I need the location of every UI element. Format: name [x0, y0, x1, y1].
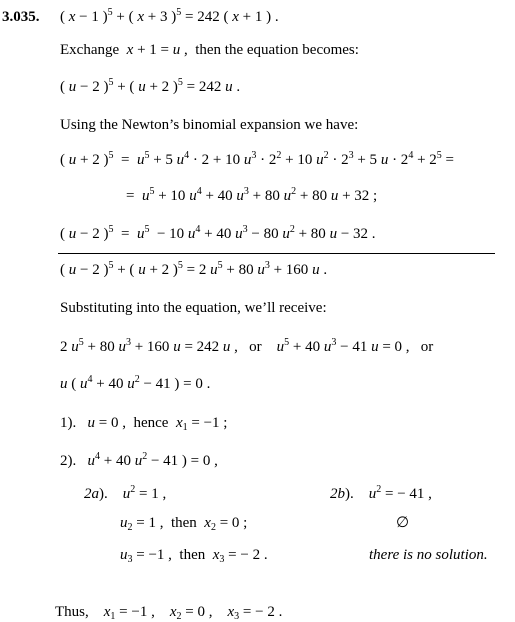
- expansion-minus: ( u − 2 )$^5 = u^5 - 10$ $u^4 + 40$ $u^3 - 80$ $u^2 + 80$ u − 32 .: [60, 224, 376, 242]
- case-1: 1). u = 0 , hence $x_1 = -1$ ;: [60, 415, 228, 433]
- equation-u: ( u − 2 )$^5$ + ( u + 2 )$^5$ = 242 u .: [60, 77, 241, 95]
- case-2a-root-2: $u_3 = -1$ , then $x_3$ = − 2 .: [120, 547, 268, 565]
- equation-2: 2 $u^5 + 80$ $u^3 + 160$ u = 242 u , or $u^5 + 40$ $u^3 - 41$ u = 0 , or: [60, 337, 434, 355]
- case-2a-root-1: $u_2 = 1$ , then $x_2 = 0$ ;: [120, 515, 248, 533]
- expansion-plus: ( u + 2 )$^5 = u^5 + 5$ $u^4 \cdot 2 + 10$ $u^3 \cdot 2^2 + 10$ $u^2 \cdot 2^3 + 5$ $u \cdot 2^4 + 2^5$ =: [60, 150, 454, 168]
- no-solution-note: there is no solution.: [369, 547, 488, 563]
- sum-rule: [58, 253, 495, 254]
- case-2a: 2a). $u^2 = 1$ ,: [84, 484, 167, 502]
- case-2: 2). $u^4 + 40$ $u^2 - 41$ ) = 0 ,: [60, 451, 218, 469]
- problem-equation: ( x − 1 )$^5$ + ( x + 3 )$^5$ = 242 ( x + 1 ) .: [60, 7, 279, 25]
- empty-set-symbol: ∅: [396, 515, 410, 531]
- problem-number: 3.035.: [2, 9, 40, 25]
- final-answer: Thus, $x_1 = -1$ , $x_2 = 0$ , $x_3$ = − 2 .: [55, 604, 283, 622]
- case-2b: 2b). $u^2$ = − 41 ,: [330, 484, 432, 502]
- factored-equation: u ( $u^4 + 40$ $u^2 - 41$ ) = 0 .: [60, 374, 211, 392]
- expansion-sum: ( u − 2 )$^5$ + ( u + 2 )$^5$ = 2 $u^5 + 80$ $u^3 + 160$ u .: [60, 260, 328, 278]
- substituting-line: Substituting into the equation, we’ll receive:: [60, 300, 327, 316]
- newton-line: Using the Newton’s binomial expansion we have:: [60, 117, 359, 133]
- exchange-line: Exchange x + 1 = u , then the equation becomes:: [60, 42, 359, 58]
- expansion-plus-simplified: = $u^5 + 10$ $u^4 + 40$ $u^3 + 80$ $u^2 + 80$ u + 32 ;: [126, 186, 378, 204]
